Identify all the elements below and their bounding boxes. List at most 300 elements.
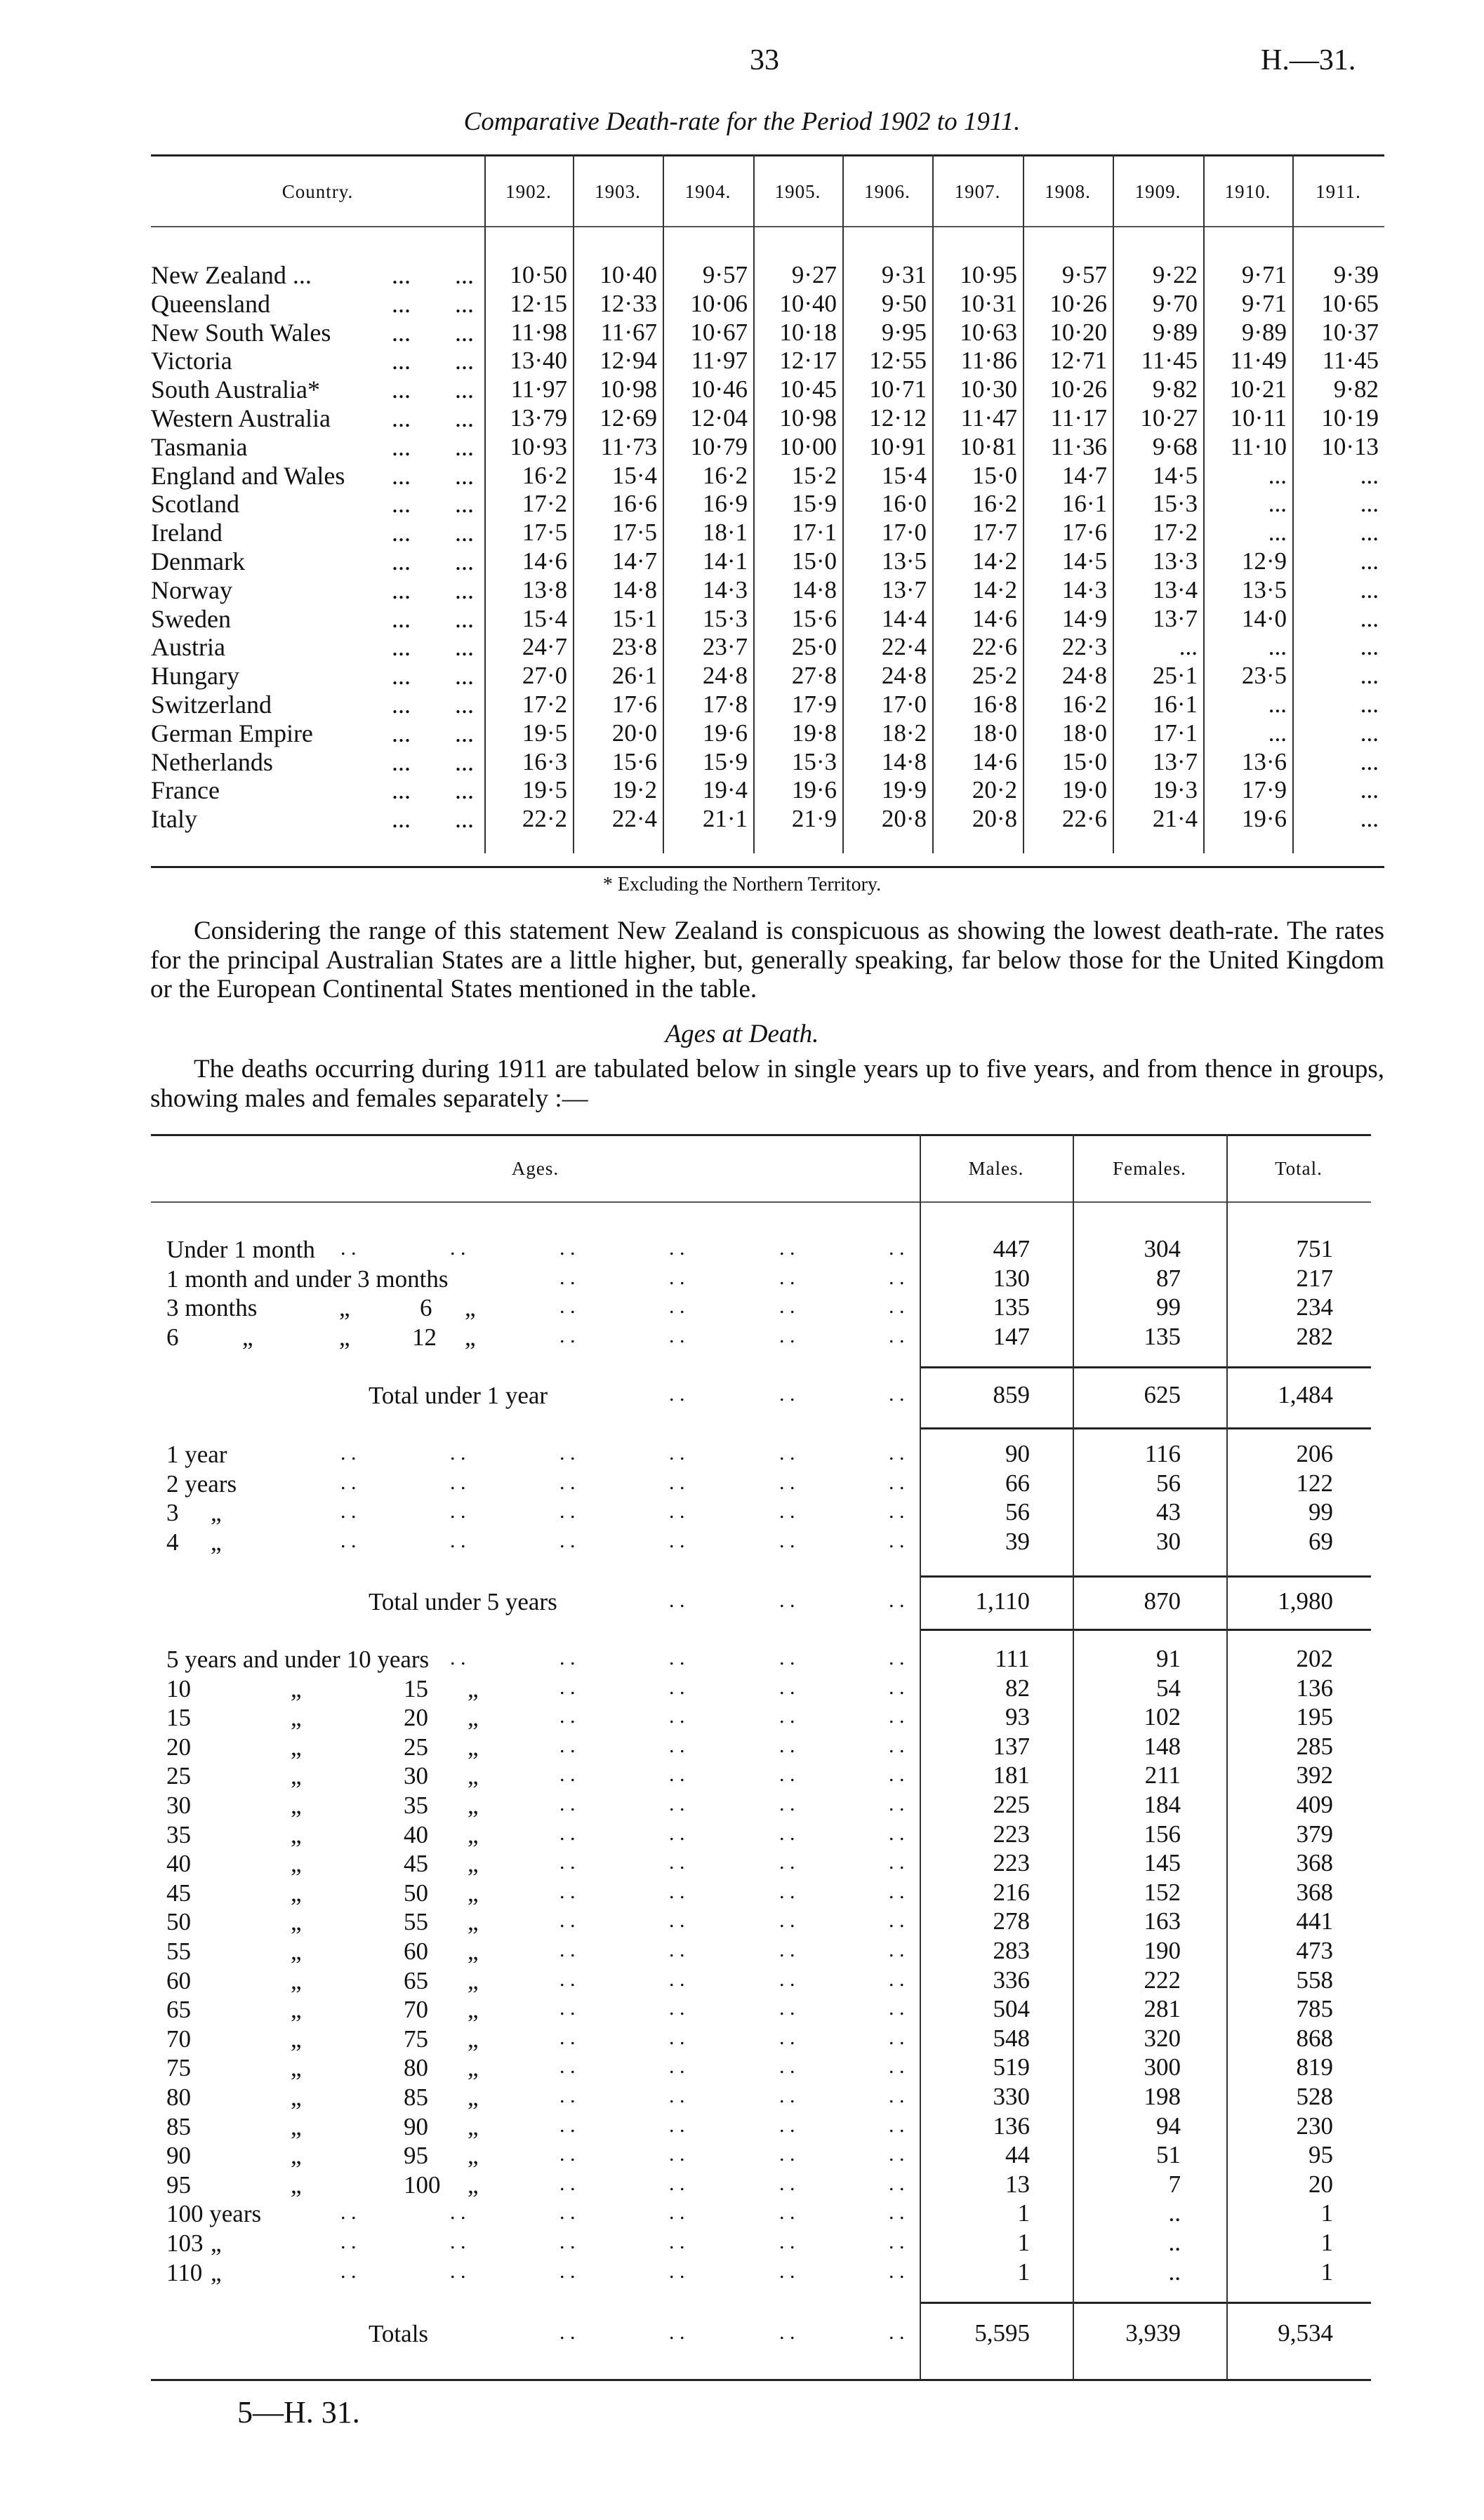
- age-label: 30: [404, 1762, 428, 1790]
- leader-dots: ...: [455, 776, 474, 805]
- leader-dots: . .: [559, 2084, 576, 2107]
- country-name: Tasmania: [151, 432, 248, 461]
- leader-dots: . .: [779, 1470, 795, 1494]
- leader-dots: ...: [455, 691, 474, 719]
- rate-cell: 24·8: [1061, 662, 1107, 690]
- subtotal-rule: [920, 1575, 1371, 1578]
- table-row: [0, 1645, 1484, 1674]
- ditto-mark: „: [291, 1733, 302, 1761]
- rate-cell: 14·9: [1061, 604, 1107, 632]
- females-cell: 320: [1144, 2024, 1181, 2052]
- leader-dots: . .: [779, 1324, 795, 1347]
- leader-dots: . .: [450, 2230, 466, 2253]
- age-label: 20: [404, 1704, 428, 1732]
- age-label: 100 years: [166, 2200, 262, 2228]
- females-cell: 184: [1144, 1791, 1181, 1818]
- rate-cell: 17·2: [522, 490, 567, 518]
- rate-cell: 23·5: [1241, 662, 1287, 690]
- ditto-mark: „: [291, 1820, 302, 1848]
- age-label: 4: [166, 1528, 179, 1556]
- column-divider: [1073, 1201, 1074, 1427]
- age-label: 5 years and under 10 years: [166, 1646, 430, 1673]
- leader-dots: . .: [669, 1792, 685, 1815]
- leader-dots: . .: [889, 1733, 905, 1757]
- age-label: 25: [404, 1733, 428, 1761]
- rate-cell: 15·6: [611, 747, 657, 775]
- rate-cell: ...: [1360, 547, 1379, 575]
- total-cell: 69: [1309, 1527, 1333, 1555]
- leader-dots: . .: [889, 2142, 905, 2166]
- females-cell: 152: [1144, 1878, 1181, 1906]
- age-label: 85: [404, 2084, 428, 2111]
- rate-cell: 27·8: [791, 662, 837, 690]
- rate-cell: 14·2: [972, 547, 1017, 575]
- ditto-mark: „: [291, 1908, 302, 1936]
- column-header-year: 1905.: [774, 181, 821, 202]
- rate-cell: 15·4: [881, 461, 927, 489]
- leader-dots: . .: [669, 1382, 685, 1406]
- leader-dots: . .: [779, 1528, 795, 1552]
- age-label: 3 months: [166, 1294, 258, 1322]
- total-cell: 368: [1296, 1878, 1333, 1906]
- rate-cell: 13·4: [1152, 575, 1198, 604]
- males-cell: 66: [1005, 1469, 1030, 1497]
- leader-dots: . .: [779, 1851, 795, 1874]
- leader-dots: . .: [559, 1528, 576, 1552]
- age-label: 15: [166, 1704, 191, 1732]
- ditto-mark: „: [468, 1733, 479, 1761]
- paragraph-death-rate-comment: Considering the range of this statement New Zealand is conspicuous as showing the lowest death-rate. The rates for the principal Australian States are a little higher, but, generally speaking, far below those for the United Kingdom or the European Continental States mentioned in the table.: [150, 916, 1384, 1004]
- females-cell: 43: [1156, 1498, 1181, 1526]
- rate-cell: 10·26: [1049, 289, 1107, 317]
- rate-cell: 12·33: [599, 289, 657, 317]
- total-cell: 202: [1296, 1645, 1333, 1672]
- leader-dots: . .: [889, 2230, 905, 2253]
- ditto-mark: „: [468, 1820, 479, 1848]
- leader-dots: ...: [392, 575, 411, 604]
- rate-cell: ...: [1179, 633, 1198, 661]
- age-label: 65: [404, 1966, 428, 1994]
- leader-dots: . .: [669, 1705, 685, 1728]
- page-number: 33: [750, 44, 779, 76]
- column-header-year: 1911.: [1316, 181, 1361, 202]
- leader-dots: . .: [889, 1792, 905, 1815]
- rate-cell: 13·40: [510, 347, 567, 375]
- rate-cell: ...: [1360, 575, 1379, 604]
- column-header-year: 1908.: [1045, 181, 1091, 202]
- females-cell: 281: [1144, 1995, 1181, 2023]
- leader-dots: . .: [779, 1733, 795, 1757]
- rate-cell: 26·1: [611, 662, 657, 690]
- leader-dots: . .: [669, 1441, 685, 1465]
- rate-cell: 9·39: [1333, 261, 1379, 288]
- leader-dots: . .: [669, 1295, 685, 1319]
- rate-cell: 20·8: [972, 805, 1017, 833]
- rate-cell: 16·6: [611, 490, 657, 518]
- table-row: [0, 1733, 1484, 1762]
- rate-cell: ...: [1360, 490, 1379, 518]
- rate-cell: 19·6: [702, 719, 748, 747]
- rate-cell: 19·6: [791, 776, 837, 804]
- leader-dots: . .: [559, 2025, 576, 2049]
- leader-dots: . .: [889, 1382, 905, 1406]
- age-label: 103: [166, 2229, 204, 2257]
- rate-cell: 17·8: [702, 691, 748, 718]
- rate-cell: 10·71: [869, 375, 927, 404]
- grand-total: 1,484: [1278, 1381, 1333, 1408]
- females-cell: 148: [1144, 1732, 1181, 1760]
- country-name: Austria: [151, 633, 225, 662]
- males-cell: 135: [993, 1293, 1030, 1321]
- rate-cell: 10·27: [1140, 404, 1198, 432]
- rate-cell: 19·8: [791, 719, 837, 747]
- table-row: [0, 2229, 1484, 2258]
- total-cell: 868: [1296, 2024, 1333, 2052]
- total-cell: 282: [1296, 1322, 1333, 1350]
- rate-cell: 22·3: [1061, 633, 1107, 661]
- leader-dots: ...: [455, 375, 474, 404]
- ditto-mark: „: [291, 2084, 302, 2111]
- column-header-year: 1906.: [864, 181, 910, 202]
- table-footnote: * Excluding the Northern Territory.: [602, 874, 882, 895]
- rate-cell: 14·8: [881, 747, 927, 775]
- rate-cell: 14·5: [1061, 547, 1107, 575]
- total-cell: 95: [1309, 2141, 1333, 2169]
- rate-cell: 27·0: [522, 662, 567, 690]
- leader-dots: . .: [559, 1441, 576, 1465]
- rate-cell: 9·71: [1241, 261, 1287, 288]
- ditto-mark: „: [291, 2054, 302, 2082]
- total-row: [0, 2319, 1484, 2349]
- table-row: [0, 1937, 1484, 1966]
- leader-dots: ...: [392, 432, 411, 461]
- leader-dots: . .: [779, 2084, 795, 2107]
- males-cell: 39: [1005, 1527, 1030, 1555]
- males-cell: 223: [993, 1820, 1030, 1848]
- report-code: H.—31.: [1261, 44, 1356, 76]
- rate-cell: 10·65: [1321, 289, 1379, 317]
- females-cell: 145: [1144, 1849, 1181, 1877]
- leader-dots: ...: [392, 633, 411, 662]
- rate-cell: 9·27: [791, 261, 837, 288]
- rate-cell: 9·68: [1152, 432, 1198, 460]
- leader-dots: . .: [669, 1470, 685, 1494]
- age-label: 50: [404, 1879, 428, 1907]
- rate-cell: 13·7: [881, 575, 927, 604]
- leader-dots: . .: [669, 1733, 685, 1757]
- leader-dots: . .: [450, 2201, 466, 2225]
- ditto-mark: „: [291, 1850, 302, 1878]
- rate-cell: ...: [1360, 719, 1379, 747]
- leader-dots: . .: [669, 2025, 685, 2049]
- leader-dots: ...: [455, 805, 474, 834]
- leader-dots: ...: [392, 289, 411, 318]
- leader-dots: . .: [889, 2113, 905, 2137]
- rate-cell: 11·98: [510, 318, 567, 346]
- rate-cell: 9·31: [881, 261, 927, 288]
- leader-dots: . .: [779, 1675, 795, 1699]
- country-name: Victoria: [151, 347, 232, 375]
- leader-dots: ...: [392, 490, 411, 519]
- leader-dots: . .: [559, 2201, 576, 2225]
- leader-dots: ...: [455, 662, 474, 691]
- total-cell: 1: [1320, 2229, 1333, 2256]
- rate-cell: 15·3: [791, 747, 837, 775]
- table-top-rule: [151, 154, 1384, 156]
- age-label: 45: [404, 1850, 428, 1878]
- leader-dots: . .: [340, 1236, 357, 1260]
- leader-dots: ...: [392, 318, 411, 347]
- column-header-country: Country.: [281, 181, 354, 202]
- leader-dots: . .: [779, 2025, 795, 2049]
- males-cell: 181: [993, 1761, 1030, 1789]
- ditto-mark: „: [468, 1966, 479, 1994]
- rate-cell: 11·86: [960, 347, 1017, 375]
- grand-total: 1,980: [1278, 1587, 1333, 1615]
- leader-dots: . .: [559, 2142, 576, 2166]
- age-label: 60: [404, 1938, 428, 1965]
- rate-cell: 17·5: [611, 519, 657, 547]
- rate-cell: 16·9: [702, 490, 748, 518]
- leader-dots: . .: [889, 2055, 905, 2079]
- rate-cell: 19·0: [1061, 776, 1107, 804]
- females-cell: 198: [1144, 2083, 1181, 2110]
- rate-cell: 15·2: [791, 461, 837, 489]
- males-cell: 56: [1005, 1498, 1030, 1526]
- rate-cell: ...: [1360, 776, 1379, 804]
- females-cell: 156: [1144, 1820, 1181, 1848]
- age-label: 90: [166, 2142, 191, 2170]
- rate-cell: 16·2: [1061, 691, 1107, 718]
- age-label: 15: [404, 1674, 428, 1702]
- leader-dots: . .: [889, 1705, 905, 1728]
- leader-dots: . .: [559, 1236, 576, 1260]
- leader-dots: . .: [669, 1851, 685, 1874]
- females-cell: ..: [1168, 2258, 1181, 2286]
- males-cell: 93: [1005, 1703, 1030, 1731]
- table-row: [0, 2171, 1484, 2200]
- leader-dots: . .: [559, 2171, 576, 2195]
- females-cell: 304: [1144, 1235, 1181, 1262]
- rate-cell: 20·2: [972, 776, 1017, 804]
- age-label: 100: [404, 2171, 441, 2199]
- country-name: New South Wales: [151, 318, 331, 347]
- rate-cell: 13·7: [1152, 604, 1198, 632]
- leader-dots: . .: [779, 1705, 795, 1728]
- rate-cell: 9·57: [1061, 261, 1107, 288]
- country-name: Scotland: [151, 490, 239, 519]
- rate-cell: 19·5: [522, 719, 567, 747]
- age-label: 75: [404, 2025, 428, 2053]
- leader-dots: . .: [559, 2230, 576, 2253]
- ditto-mark: „: [291, 2142, 302, 2170]
- leader-dots: ...: [392, 662, 411, 691]
- rate-cell: 14·6: [972, 604, 1017, 632]
- leader-dots: ...: [455, 604, 474, 633]
- leader-dots: . .: [779, 1295, 795, 1319]
- rate-cell: 19·2: [611, 776, 657, 804]
- leader-dots: . .: [450, 1470, 466, 1494]
- leader-dots: . .: [559, 1909, 576, 1933]
- leader-dots: ...: [455, 747, 474, 776]
- country-name: Norway: [151, 575, 232, 604]
- ditto-mark: „: [291, 1879, 302, 1907]
- leader-dots: . .: [669, 1879, 685, 1903]
- leader-dots: . .: [889, 1265, 905, 1289]
- rate-cell: 9·82: [1333, 375, 1379, 404]
- age-label: 1 year: [166, 1441, 227, 1468]
- leader-dots: . .: [889, 2025, 905, 2049]
- rate-cell: 19·5: [522, 776, 567, 804]
- rate-cell: 19·4: [702, 776, 748, 804]
- ditto-mark: „: [339, 1323, 350, 1351]
- leader-dots: . .: [889, 1675, 905, 1699]
- total-cell: 558: [1296, 1966, 1333, 1994]
- males-cell: 13: [1005, 2170, 1030, 2198]
- total-cell: 368: [1296, 1849, 1333, 1877]
- column-header-year: 1904.: [684, 181, 731, 202]
- ditto-mark: „: [468, 1879, 479, 1907]
- leader-dots: . .: [779, 2055, 795, 2079]
- rate-cell: 10·50: [510, 261, 567, 288]
- age-label: 3: [166, 1499, 179, 1527]
- males-cell: 330: [993, 2083, 1030, 2110]
- total-cell: 785: [1296, 1995, 1333, 2023]
- rate-cell: 22·6: [1061, 805, 1107, 833]
- rate-cell: 17·6: [1061, 519, 1107, 547]
- ditto-mark: „: [291, 2025, 302, 2053]
- males-cell: 519: [993, 2053, 1030, 2081]
- country-name: Sweden: [151, 604, 231, 633]
- leader-dots: . .: [779, 1821, 795, 1845]
- total-row: [0, 1587, 1484, 1617]
- females-cell: 87: [1156, 1264, 1181, 1292]
- rate-cell: 15·0: [791, 547, 837, 575]
- rate-cell: 16·8: [972, 691, 1017, 718]
- rate-cell: 12·55: [869, 347, 927, 375]
- rate-cell: ...: [1360, 747, 1379, 775]
- rate-cell: 9·95: [881, 318, 927, 346]
- leader-dots: ...: [392, 747, 411, 776]
- rate-cell: 12·12: [869, 404, 927, 432]
- rate-cell: 9·22: [1152, 261, 1198, 288]
- age-label: 30: [166, 1792, 191, 1819]
- rate-cell: 18·1: [702, 519, 748, 547]
- leader-dots: . .: [669, 1324, 685, 1347]
- males-cell: 1: [1017, 2199, 1030, 2227]
- rate-cell: 17·7: [972, 519, 1017, 547]
- rate-cell: 15·9: [791, 490, 837, 518]
- ditto-mark: „: [291, 1674, 302, 1702]
- leader-dots: . .: [559, 1470, 576, 1494]
- age-label: 40: [404, 1820, 428, 1848]
- leader-dots: . .: [559, 1295, 576, 1319]
- rate-cell: ...: [1360, 633, 1379, 661]
- rate-cell: 15·0: [1061, 747, 1107, 775]
- rate-cell: 20·0: [611, 719, 657, 747]
- rate-cell: 21·1: [702, 805, 748, 833]
- total-cell: 99: [1309, 1498, 1333, 1526]
- column-divider: [1226, 1629, 1228, 2379]
- rate-cell: 10·45: [779, 375, 837, 404]
- rate-cell: 13·79: [510, 404, 567, 432]
- rate-cell: ...: [1268, 519, 1287, 547]
- total-label: Totals: [369, 2320, 429, 2347]
- rate-cell: ...: [1360, 604, 1379, 632]
- leader-dots: . .: [669, 1589, 685, 1612]
- rate-cell: 11·47: [960, 404, 1017, 432]
- age-label: 60: [166, 1966, 191, 1994]
- rate-cell: 13·8: [522, 575, 567, 604]
- leader-dots: . .: [559, 1821, 576, 1845]
- leader-dots: . .: [779, 2171, 795, 2195]
- rate-cell: 16·1: [1061, 490, 1107, 518]
- rate-cell: 21·4: [1152, 805, 1198, 833]
- column-divider: [920, 1201, 921, 1427]
- age-label: 80: [166, 2084, 191, 2111]
- table-row: [0, 1265, 1484, 1294]
- total-cell: 441: [1296, 1907, 1333, 1935]
- rate-cell: 14·8: [611, 575, 657, 604]
- leader-dots: . .: [340, 2259, 357, 2283]
- column-header-year: 1903.: [595, 181, 641, 202]
- total-cell: 1: [1320, 2258, 1333, 2286]
- leader-dots: . .: [669, 1500, 685, 1524]
- column-divider: [1226, 1427, 1228, 1629]
- leader-dots: . .: [669, 1967, 685, 1991]
- column-divider: [1073, 1134, 1074, 1201]
- leader-dots: . .: [669, 1675, 685, 1699]
- rate-cell: 9·57: [702, 261, 748, 288]
- rate-cell: 23·8: [611, 633, 657, 661]
- rate-cell: 24·7: [522, 633, 567, 661]
- rate-cell: 11·97: [510, 375, 567, 404]
- leader-dots: . .: [450, 1500, 466, 1524]
- ditto-mark: „: [339, 1294, 350, 1322]
- table-row: [0, 1907, 1484, 1937]
- leader-dots: . .: [889, 2171, 905, 2195]
- leader-dots: ...: [392, 404, 411, 432]
- ditto-mark: „: [291, 2112, 302, 2140]
- subtotal-rule: [920, 1427, 1371, 1429]
- rate-cell: 22·4: [881, 633, 927, 661]
- table-row: [0, 1440, 1484, 1469]
- table-row: [0, 2258, 1484, 2288]
- age-label: 55: [404, 1908, 428, 1936]
- column-header-year: 1902.: [505, 181, 552, 202]
- column-divider: [920, 1427, 921, 1629]
- leader-dots: . .: [889, 2201, 905, 2225]
- leader-dots: ...: [392, 776, 411, 805]
- rate-cell: 15·4: [522, 604, 567, 632]
- leader-dots: . .: [889, 1938, 905, 1961]
- leader-dots: . .: [889, 1763, 905, 1787]
- leader-dots: . .: [559, 1705, 576, 1728]
- leader-dots: . .: [669, 2171, 685, 2195]
- rate-cell: 13·7: [1152, 747, 1198, 775]
- leader-dots: . .: [779, 1265, 795, 1289]
- ditto-mark: „: [211, 1528, 222, 1556]
- rate-cell: 15·9: [702, 747, 748, 775]
- rate-cell: 10·91: [869, 432, 927, 460]
- table-bottom-rule: [151, 866, 1384, 868]
- leader-dots: . .: [340, 1470, 357, 1494]
- males-cell: 336: [993, 1966, 1030, 1994]
- rate-cell: 19·6: [1241, 805, 1287, 833]
- females-total: 625: [1144, 1381, 1181, 1408]
- age-label: 70: [166, 2025, 191, 2053]
- females-cell: ..: [1168, 2199, 1181, 2227]
